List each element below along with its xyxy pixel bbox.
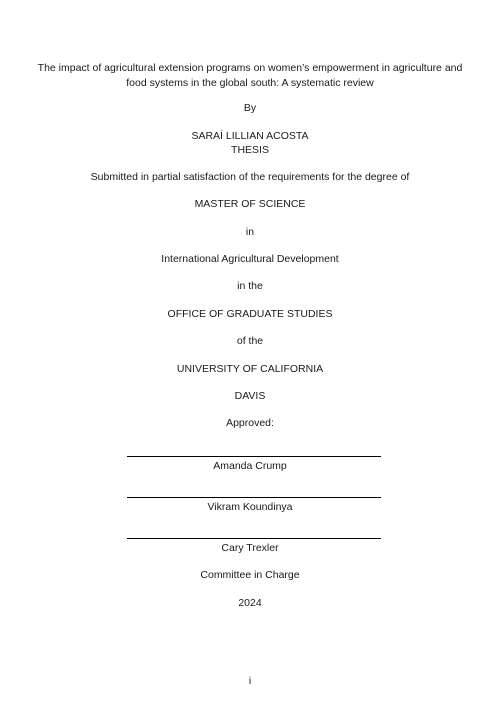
approved-label: Approved: bbox=[226, 417, 274, 429]
program-name: International Agricultural Development bbox=[161, 253, 339, 265]
document-type: THESIS bbox=[231, 144, 269, 156]
author-name: SARAÍ LILLIAN ACOSTA bbox=[191, 130, 309, 142]
signature-line-1 bbox=[127, 456, 381, 457]
thesis-title-line-1: The impact of agricultural extension programs on women’s empowerment in agriculture and bbox=[37, 62, 463, 74]
of-the-label: of the bbox=[236, 335, 264, 347]
signatory-name-3: Cary Trexler bbox=[221, 542, 279, 554]
in-the-label: in the bbox=[237, 280, 263, 292]
submission-statement: Submitted in partial satisfaction of the requirements for the degree of bbox=[90, 171, 410, 183]
university-name: UNIVERSITY OF CALIFORNIA bbox=[176, 363, 324, 375]
signature-line-3 bbox=[127, 538, 381, 539]
thesis-title bbox=[20, 61, 480, 91]
in-label: in bbox=[245, 226, 255, 238]
thesis-title-line-2: food systems in the global south: A systematic review bbox=[126, 77, 374, 89]
year: 2024 bbox=[238, 597, 262, 609]
page-number: i bbox=[248, 675, 252, 687]
committee-label: Committee in Charge bbox=[200, 569, 300, 581]
degree-name: MASTER OF SCIENCE bbox=[194, 198, 306, 210]
by-label: By bbox=[243, 102, 257, 114]
campus-name: DAVIS bbox=[234, 390, 266, 402]
signatory-name-1: Amanda Crump bbox=[213, 460, 287, 472]
office-name: OFFICE OF GRADUATE STUDIES bbox=[167, 308, 333, 320]
signatory-name-2: Vikram Koundinya bbox=[207, 501, 293, 513]
signature-line-2 bbox=[127, 497, 381, 498]
